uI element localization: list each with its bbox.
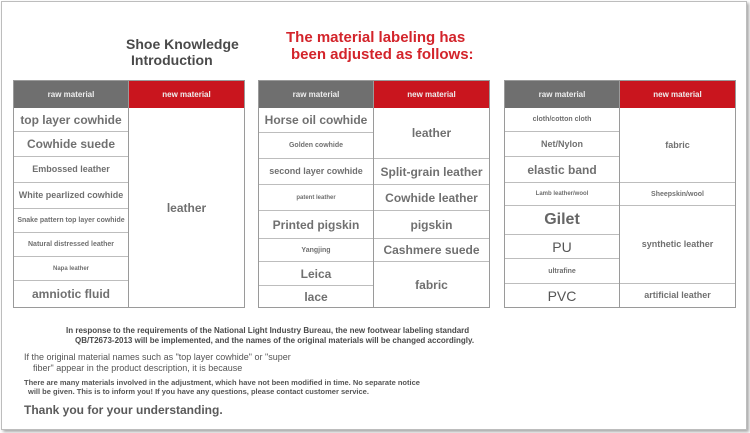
new-material-cell: synthetic leather <box>620 206 735 284</box>
new-material-header: new material <box>374 81 489 108</box>
new-material-cell: Sheepskin/wool <box>620 183 735 206</box>
raw-material-cell: patent leather <box>259 185 373 211</box>
new-material-column <box>374 81 489 307</box>
raw-material-cell: elastic band <box>505 157 619 183</box>
raw-material-column <box>14 81 129 307</box>
raw-material-cell: ultrafine <box>505 259 619 284</box>
regulation-notice <box>66 326 666 346</box>
raw-material-cell: Net/Nylon <box>505 132 619 157</box>
material-table-3 <box>504 80 736 308</box>
raw-material-column <box>259 81 374 307</box>
headline <box>286 29 526 63</box>
raw-material-cell: Printed pigskin <box>259 211 373 239</box>
raw-material-cell: Natural distressed leather <box>14 233 128 257</box>
raw-material-cell: Snake pattern top layer cowhide <box>14 209 128 233</box>
new-material-cell: leather <box>374 108 489 159</box>
raw-material-cell: Golden cowhide <box>259 133 373 159</box>
material-table-2 <box>258 80 490 308</box>
adjustment-line-2: will be given. This is to inform you! If you have any questions, please contact customer service. <box>28 387 369 396</box>
new-material-column <box>129 81 244 307</box>
new-material-cell: artificial leather <box>644 290 711 300</box>
material-table-1 <box>13 80 245 308</box>
new-material-header: new material <box>620 81 735 108</box>
adjustment-notice <box>24 378 544 396</box>
raw-material-cell: PVC <box>547 287 577 304</box>
thanks-message: Thank you for your understanding. <box>24 403 223 417</box>
new-material-cell: leather <box>166 200 207 215</box>
page-title <box>126 36 286 68</box>
raw-material-cell: Cowhide suede <box>14 132 128 157</box>
raw-material-cell: Yangjing <box>259 239 373 262</box>
notice-line-1: In response to the requirements of the National Light Industry Bureau, the new footwear labeling standard <box>66 326 470 335</box>
new-material-cell: pigskin <box>374 211 489 239</box>
new-material-cell: Cowhide leather <box>374 185 489 211</box>
new-material-column <box>620 81 735 307</box>
raw-material-header: raw material <box>14 81 128 108</box>
new-material-cell: Cashmere suede <box>374 239 489 262</box>
raw-material-cell: amniotic fluid <box>32 287 110 301</box>
adjustment-line-1: There are many materials involved in the adjustment, which have not been modified in time. No separate notice <box>24 378 420 387</box>
raw-material-cell: top layer cowhide <box>14 108 128 132</box>
raw-material-cell: cloth/cotton cloth <box>505 108 619 132</box>
raw-material-header: raw material <box>259 81 373 108</box>
new-material-cell: Split-grain leather <box>374 159 489 185</box>
new-material-cell: fabric <box>620 108 735 183</box>
raw-material-header: raw material <box>505 81 619 108</box>
raw-material-cell: Lamb leather/wool <box>505 183 619 206</box>
raw-material-cell: Horse oil cowhide <box>259 108 373 133</box>
title-line-1: Shoe Knowledge <box>126 36 239 52</box>
headline-line-2: been adjusted as follows: <box>291 46 474 63</box>
title-line-2: Introduction <box>131 52 213 68</box>
new-material-header: new material <box>129 81 244 108</box>
raw-material-cell: lace <box>304 289 328 304</box>
raw-material-cell: Leica <box>259 262 373 286</box>
notice-line-2: QB/T2673-2013 will be implemented, and the names of the original materials will be changed accordingly. <box>75 336 475 345</box>
description-line-2: fiber" appear in the product description, it is because <box>33 363 243 373</box>
headline-line-1: The material labeling has <box>286 29 466 46</box>
raw-material-column <box>505 81 620 307</box>
raw-material-cell: Napa leather <box>14 257 128 281</box>
description-notice <box>24 352 424 374</box>
raw-material-cell: PU <box>505 235 619 259</box>
description-line-1: If the original material names such as "top layer cowhide" or "super <box>24 352 291 362</box>
raw-material-cell: Embossed leather <box>14 157 128 183</box>
new-material-cell: fabric <box>415 277 448 292</box>
raw-material-cell: Gilet <box>505 206 619 235</box>
raw-material-cell: second layer cowhide <box>259 159 373 185</box>
raw-material-cell: White pearlized cowhide <box>14 183 128 209</box>
